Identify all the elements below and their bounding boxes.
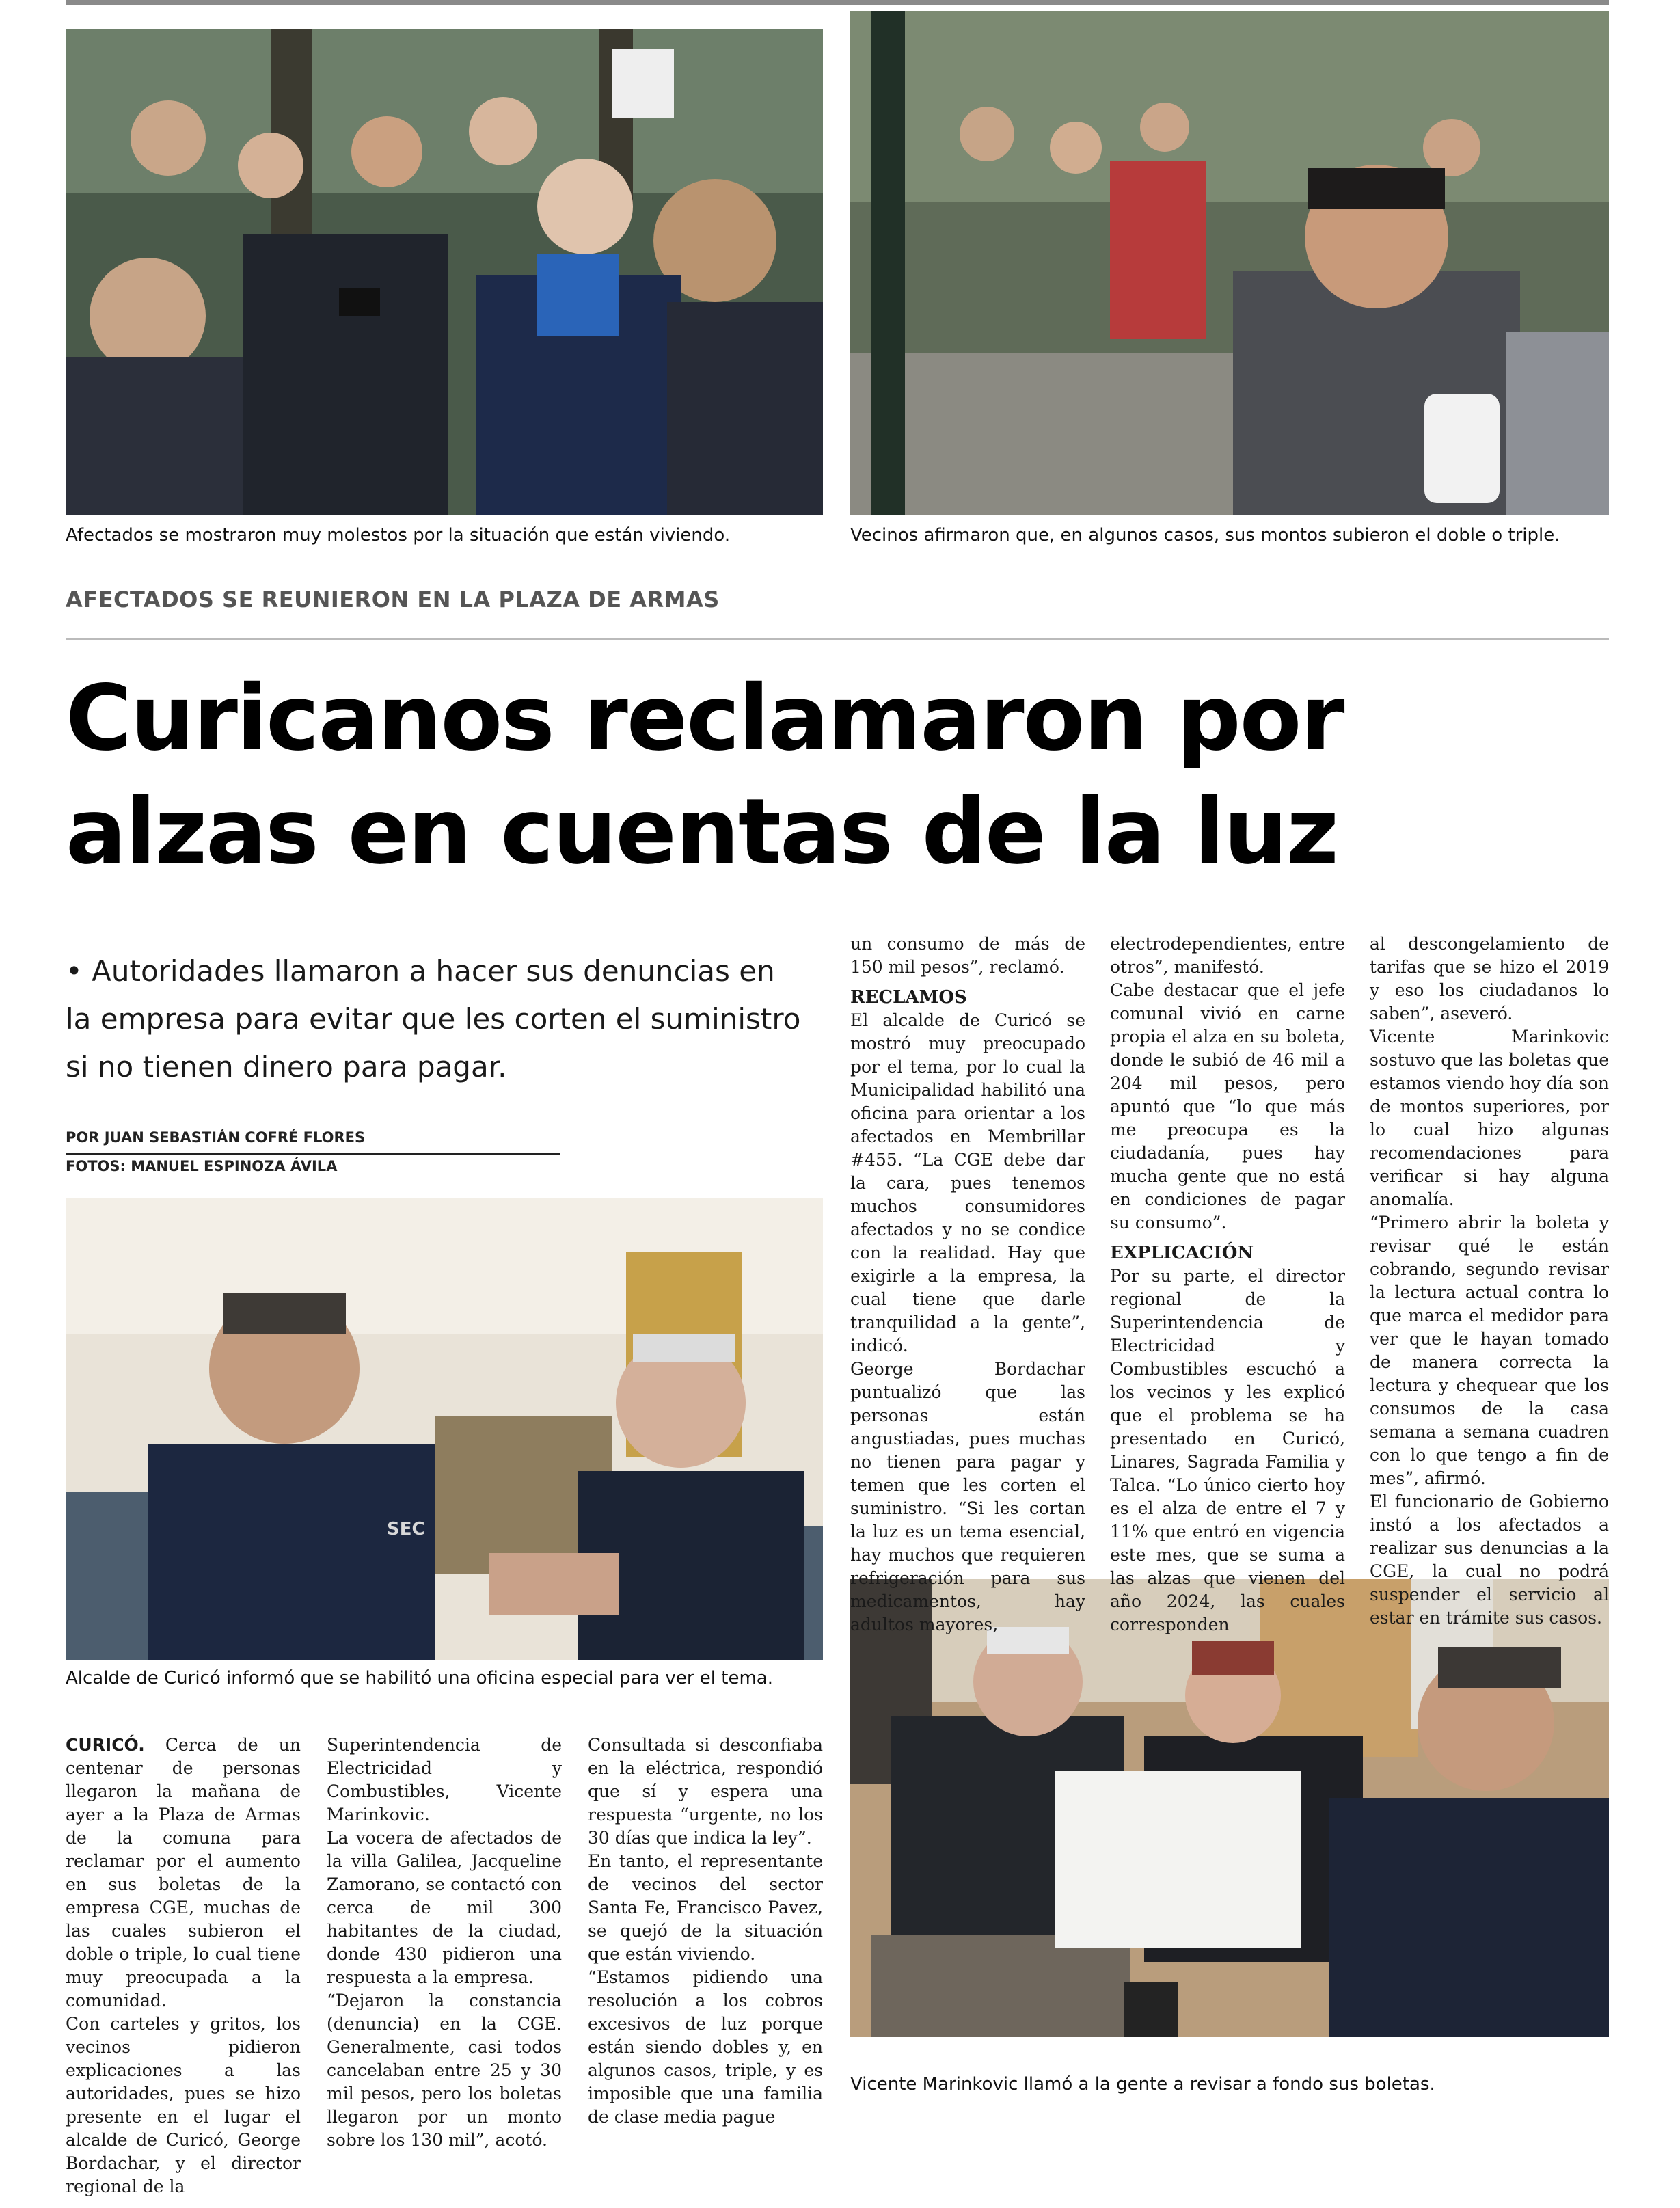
photo-alcalde <box>66 1198 823 1660</box>
caption-photo-4: Vicente Marinkovic llamó a la gente a revisar a fondo sus boletas. <box>850 2074 1435 2095</box>
top-rule <box>66 0 1609 5</box>
col1-paragraph-2: Con carteles y gritos, los vecinos pidieron explicaciones a las autoridades, pues se hizo presente en el lugar el alcalde de Curicó, George Bordachar, y el director regional de la <box>66 2014 301 2196</box>
col6-paragraph-4: El funcionario de Gobierno instó a los afectados a realizar sus denuncias a la CGE, la cual no podrá suspender el servicio al estar en trámite sus casos. <box>1370 1492 1609 1628</box>
col6-paragraph-3: “Primero abrir la boleta y revisar qué le están cobrando, segundo revisar la lectura actual contra lo que marca el medidor para ver que le hayan tomado de manera correcta la lectura y chequear que los consumos de la casa semana a semana cuadren con lo que tengo a fin de mes”, afirmó. <box>1370 1213 1609 1488</box>
deck: • Autoridades llamaron a hacer sus denuncias en la empresa para evitar que les corten el suministro si no tienen dinero para pagar. <box>66 954 801 1083</box>
column-3 <box>588 1734 823 2129</box>
column-4 <box>850 932 1085 1637</box>
col2-paragraph-1: Superintendencia de Electricidad y Combustibles, Vicente Marinkovic. <box>327 1735 562 1825</box>
col1-lead: Cerca de un centenar de personas llegaron la mañana de ayer a la Plaza de Armas de la comuna para reclamar por el aumento en sus boletas de la empresa CGE, muchas de las cuales subieron el doble o triple, lo cual tiene muy preocupada a la comunidad. <box>66 1735 301 2010</box>
col1-paragraph-1 <box>66 1734 301 2012</box>
subhead-reclamos: RECLAMOS <box>850 987 967 1008</box>
caption-photo-3: Alcalde de Curicó informó que se habilitó una oficina especial para ver el tema. <box>66 1668 773 1688</box>
photo-vecinos <box>850 11 1609 515</box>
column-6 <box>1370 932 1609 1630</box>
col2-paragraph-2: La vocera de afectados de la villa Galilea, Jacqueline Zamorano, se contactó con cerca de mil 300 habitantes de la ciudad, donde 430 pidieron una respuesta a la empresa. <box>327 1828 562 1987</box>
column-5 <box>1110 932 1345 1637</box>
headline-line-2: alzas en cuentas de la luz <box>66 779 1338 885</box>
col6-paragraph-1: al descongelamiento de tarifas que se hizo el 2019 y eso los ciudadanos lo saben”, aseveró. <box>1370 934 1609 1023</box>
col4-paragraph-3: George Bordachar puntualizó que las personas están angustiadas, pues muchas no tienen para pagar y temen que les corten el suministro. “Si les cortan la luz es un tema esencial, hay muchos que requieren refrigeración para sus medicamentos, hay adultos mayores, <box>850 1359 1085 1634</box>
photo-crowd-plaza <box>66 29 823 515</box>
column-1 <box>66 1734 301 2198</box>
subhead-explicacion: EXPLICACIÓN <box>1110 1243 1254 1263</box>
byline-photos: FOTOS: MANUEL ESPINOZA ÁVILA <box>66 1158 338 1174</box>
col3-paragraph-1: Consultada si desconfiaba en la eléctrica, respondió que sí y espera una respuesta “urgente, no los 30 días que indica la ley”. <box>588 1735 823 1848</box>
headline-line-1: Curicanos reclamaron por <box>66 666 1344 771</box>
byline-author: POR JUAN SEBASTIÁN COFRÉ FLORES <box>66 1129 366 1146</box>
caption-photo-1: Afectados se mostraron muy molestos por la situación que están viviendo. <box>66 525 731 546</box>
col5-paragraph-2: Cabe destacar que el jefe comunal vivió en carne propia el alza en su boleta, donde le subió de 46 mil a 204 mil pesos, pero apuntó que “lo que más me preocupa es la ciudadanía, pues hay mucha gente que no está en condiciones de pagar su consumo”. <box>1110 980 1345 1233</box>
caption-photo-2: Vecinos afirmaron que, en algunos casos, sus montos subieron el doble o triple. <box>850 525 1560 546</box>
photo-marinkovic <box>850 1579 1609 2037</box>
col4-paragraph-2: El alcalde de Curicó se mostró muy preocupado por el tema, por lo cual la Municipalidad habilitó una oficina para orientar a los afectados en Membrillar #455. “La CGE debe dar la cara, pues tenemos muchos consumidores afectados y no se condice con la realidad. Hay que exigirle a la empresa, la cual tiene que darle tranquilidad a la gente”, indicó. <box>850 1010 1085 1356</box>
jacket-logo: SEC <box>387 1519 425 1539</box>
headline <box>66 662 1569 889</box>
col2-paragraph-3: “Dejaron la constancia (denuncia) en la CGE. Generalmente, casi todos cancelaban entre 25 y 30 mil pesos, pero los boletas llegaron por un monto sobre los 130 mil”, acotó. <box>327 1991 562 2150</box>
col3-paragraph-3: “Estamos pidiendo una resolución a los cobros excesivos de luz porque están siendo dobles y, en algunos casos, triple, y es imposible que una familia de clase media pague <box>588 1967 823 2127</box>
column-2 <box>327 1734 562 2152</box>
kicker: AFECTADOS SE REUNIERON EN LA PLAZA DE ARMAS <box>66 587 720 612</box>
kicker-rule <box>66 638 1609 640</box>
col5-paragraph-1: electrodependientes, entre otros”, manifestó. <box>1110 934 1345 977</box>
col4-paragraph-1: un consumo de más de 150 mil pesos”, reclamó. <box>850 934 1085 977</box>
col3-paragraph-2: En tanto, el representante de vecinos del sector Santa Fe, Francisco Pavez, se quejó de la situación que están viviendo. <box>588 1851 823 1964</box>
col6-paragraph-2: Vicente Marinkovic sostuvo que las boletas que estamos viendo hoy día son de montos superiores, por lo cual hizo algunas recomendaciones para verificar si hay alguna anomalía. <box>1370 1027 1609 1209</box>
byline-rule <box>66 1153 560 1155</box>
col5-paragraph-3: Por su parte, el director regional de la Superintendencia de Electricidad y Combustibles escuchó a los vecinos y les explicó que el problema se ha presentado en Curicó, Linares, Sagrada Familia y Talca. “Lo único cierto hoy es el alza de entre el 7 y 11% que entró en vigencia este mes, que se suma a las alzas que vienen del año 2024, las cuales corresponden <box>1110 1266 1345 1634</box>
dateline: CURICÓ. <box>66 1735 145 1755</box>
